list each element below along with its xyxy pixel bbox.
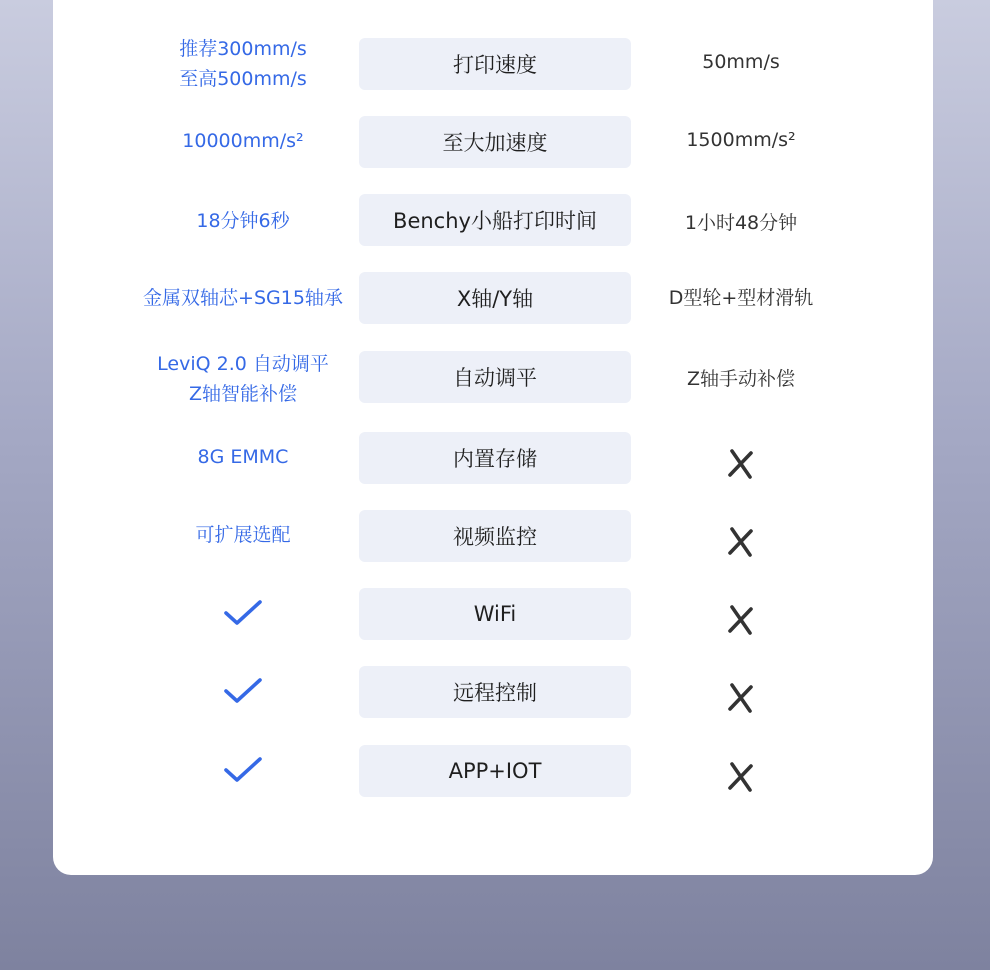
right-value: 1小时48分钟 — [684, 211, 798, 234]
left-value — [133, 432, 353, 482]
cross-icon — [640, 432, 842, 494]
feature-label: APP+IOT — [359, 745, 631, 797]
check-icon — [133, 588, 353, 638]
left-value — [133, 38, 353, 90]
cross-icon — [640, 510, 842, 572]
check-icon — [133, 666, 353, 716]
feature-label: 远程控制 — [359, 666, 631, 718]
feature-label: Benchy小船打印时间 — [359, 194, 631, 246]
left-value-line: 推荐300mm/s — [179, 38, 307, 60]
feature-label: 至大加速度 — [359, 116, 631, 168]
left-value — [133, 116, 353, 166]
feature-label: WiFi — [359, 588, 631, 640]
left-value-line: LeviQ 2.0 自动调平 — [157, 353, 329, 375]
left-value-line: 金属双轴芯+SG15轴承 — [143, 287, 343, 309]
left-value — [133, 510, 353, 560]
left-value-line: 18分钟6秒 — [196, 210, 290, 232]
left-value — [133, 194, 353, 248]
cross-icon — [640, 745, 842, 807]
feature-label: 内置存储 — [359, 432, 631, 484]
feature-label: 视频监控 — [359, 510, 631, 562]
feature-label: X轴/Y轴 — [359, 272, 631, 324]
left-value — [133, 272, 353, 324]
left-value-line: 至高500mm/s — [179, 68, 307, 90]
left-value-line: 可扩展选配 — [195, 524, 291, 546]
cross-icon — [640, 666, 842, 728]
feature-label: 自动调平 — [359, 351, 631, 403]
cross-icon — [640, 588, 842, 650]
left-value-line: 10000mm/s² — [182, 130, 304, 152]
feature-label: 打印速度 — [359, 38, 631, 90]
left-value-line: 8G EMMC — [197, 446, 289, 468]
left-value-line: Z轴智能补偿 — [188, 383, 298, 405]
right-value: Z轴手动补偿 — [686, 367, 796, 390]
check-icon — [133, 745, 353, 795]
right-value: 50mm/s — [702, 51, 780, 73]
right-value: 1500mm/s² — [686, 129, 796, 151]
right-value: D型轮+型材滑轨 — [668, 286, 814, 309]
left-value — [133, 351, 353, 407]
